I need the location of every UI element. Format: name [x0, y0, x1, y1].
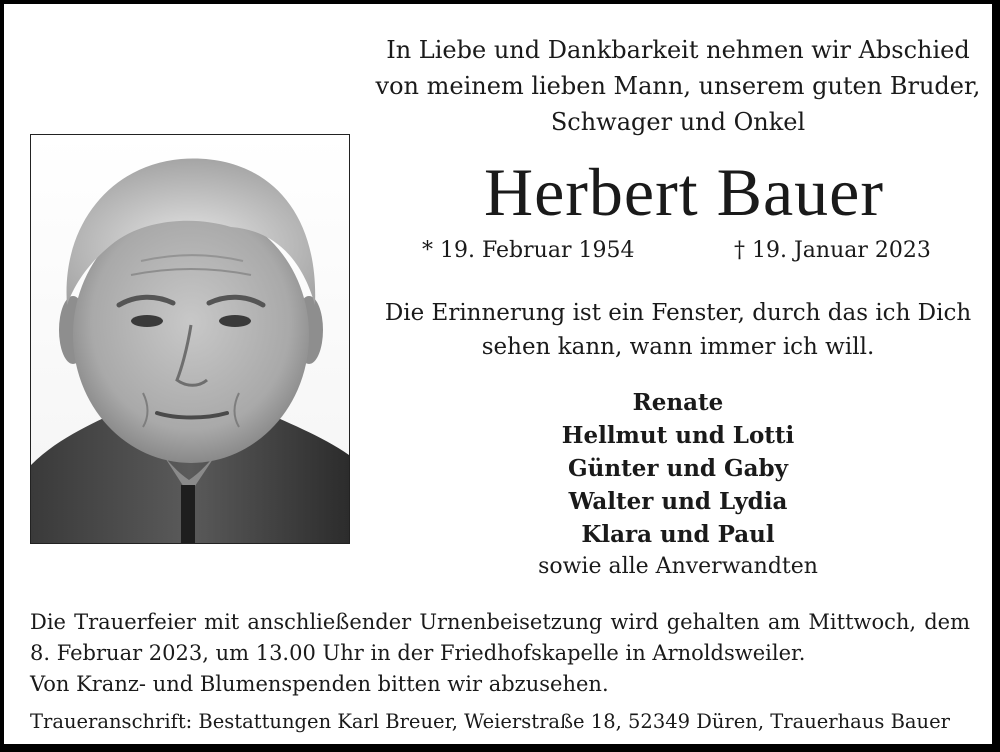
- service-details: [30, 607, 970, 700]
- obituary-notice: [4, 4, 992, 744]
- portrait-image: [31, 135, 349, 543]
- mourner-name: Klara und Paul: [581, 521, 775, 548]
- memorial-quote: [364, 296, 992, 364]
- deceased-name: Herbert Bauer: [483, 154, 884, 230]
- intro-line: Schwager und Onkel: [550, 108, 806, 136]
- quote-line: Die Erinnerung ist ein Fenster, durch das ich Dich: [384, 300, 972, 326]
- mourners-list: [364, 386, 992, 583]
- death-date: † 19. Januar 2023: [734, 238, 931, 263]
- portrait-photo: [30, 134, 350, 544]
- birth-date: * 19. Februar 1954: [422, 238, 635, 263]
- intro-text: [364, 32, 992, 140]
- mourner-name: Hellmut und Lotti: [561, 422, 795, 449]
- mourner-name: Günter und Gaby: [568, 455, 788, 482]
- quote-line: sehen kann, wann immer ich will.: [481, 334, 875, 360]
- mourner-name: Renate: [632, 389, 724, 416]
- intro-line: In Liebe und Dankbarkeit nehmen wir Abschied: [386, 36, 970, 64]
- service-line: Von Kranz- und Blumenspenden bitten wir abzusehen.: [30, 672, 609, 696]
- mourner-name: Walter und Lydia: [568, 488, 788, 515]
- service-line: 8. Februar 2023, um 13.00 Uhr in der Friedhofskapelle in Arnoldsweiler.: [30, 641, 806, 665]
- mourning-address: Traueranschrift: Bestattungen Karl Breuer, Weierstraße 18, 52349 Düren, Trauerhaus Bauer: [30, 710, 950, 733]
- intro-line: von meinem lieben Mann, unserem guten Bruder,: [375, 72, 981, 100]
- mourners-footer: sowie alle Anverwandten: [538, 554, 818, 579]
- service-line: Die Trauerfeier mit anschließender Urnenbeisetzung wird gehalten am Mittwoch, dem: [30, 610, 970, 634]
